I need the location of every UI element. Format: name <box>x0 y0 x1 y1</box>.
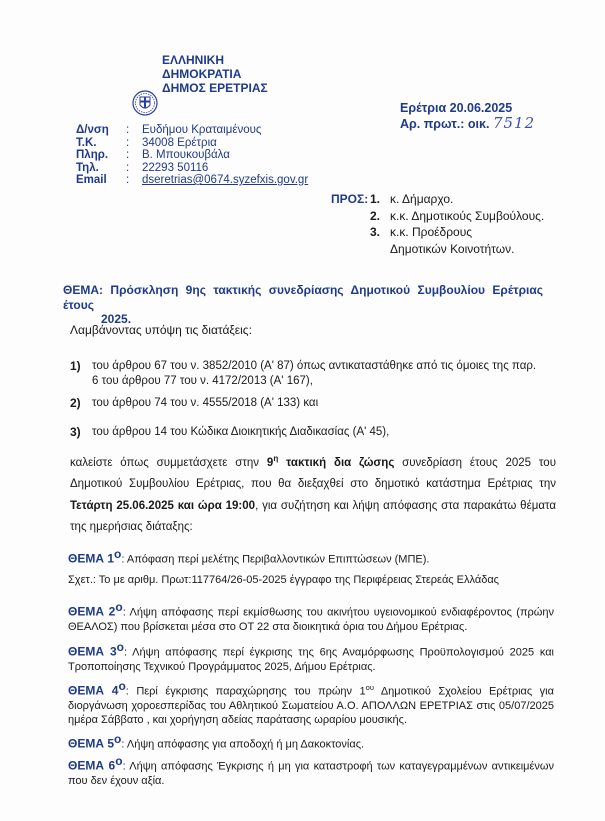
date-protocol-block <box>400 101 535 132</box>
contact-row: Πληρ. : Β. Μπουκουβάλα <box>76 149 230 161</box>
provision-item: 2) του άρθρου 74 του ν. 4555/2018 (Α' 133) και <box>70 396 319 410</box>
agenda-item-1: ΘΕΜΑ $1^o$: Απόφαση περί μελέτης Περιβαλλοντικών Επιπτώσεων (ΜΠΕ). <box>68 547 430 566</box>
recipients-list <box>370 191 560 257</box>
contact-row: Τηλ. : 22293 50116 <box>76 161 209 174</box>
meeting-datetime: Τετάρτη 25.06.2025 και ώρα 19:00 <box>70 499 256 512</box>
recipients-title: ΠΡΟΣ: <box>331 192 369 206</box>
email-link[interactable]: dseretrias@0674.syzefxis.gov.gr <box>142 174 309 186</box>
preamble: Λαμβάνοντας υπόψη τις διατάξεις: <box>70 323 252 337</box>
protocol-number: 7512 <box>492 114 536 132</box>
contact-details <box>76 124 308 187</box>
protocol-line <box>400 116 535 132</box>
provision-item: 3) του άρθρου 14 του Κώδικα Διοικητικής Διαδικασίας (Α' 45), <box>70 425 390 439</box>
protocol-label: Αρ. πρωτ.: οικ. <box>400 117 490 131</box>
agenda-item-6: ΘΕΜΑ $6^o$: Λήψη απόφασης Έγκρισης ή μη για καταστροφή των καταγεγραμμένων αντικειμένων που δεν έχουν αξία. <box>68 754 554 787</box>
invitation-paragraph: καλείστε όπως συμμετάσχετε στην $9^\eta$ τακτική δια ζώσης συνεδρίαση έτους 2025 του Δημοτικού Συμβουλίου Ερέτριας, που θα διεξαχθεί στο δημοτικό κατάστημα Ερέτριας την Τετάρτη 25.06.2025 και ώρα 19:00, για συζήτηση και λήψη απόφασης στα παρακάτω θέματα της ημερήσιας διάταξης: <box>70 454 557 534</box>
document-date: Ερέτρια 20.06.2025 <box>400 101 513 115</box>
org-line-3: ΔΗΜΟΣ ΕΡΕΤΡΙΑΣ <box>162 81 268 95</box>
subject-line <box>63 283 543 327</box>
greek-coat-of-arms-icon <box>132 90 158 116</box>
org-line-2: ΔΗΜΟΚΡΑΤΙΑ <box>162 67 242 81</box>
provision-item: 1) του άρθρου 67 του ν. 3852/2010 (Α' 87) όπως αντικαταστάθηκε από τις όμοιες της παρ. 6 του άρθρου 77 του ν. 4172/2013 (Α' 167), <box>70 359 537 387</box>
recipient-item: 3. κ.κ. Προέδρους Δημοτικών Κοινοτήτων. <box>370 225 515 256</box>
contact-row: Δ/νση : Ευδήμου Κραταιμένους <box>76 124 262 136</box>
agenda-item-4: ΘΕΜΑ $4^o$: Περί έγκρισης παραχώρησης του πρώην $1^{o\upsilon}$ Δημοτικού Σχολείου Ερέτριας για διοργάνωση χοροεσπερίδας του Αθλητικού Σωματείου Α.Ο. ΑΠΟΛΛΩΝ ΕΡΕΤΡΙΑΣ στις 05/07/2025 ημέρα Σάββατο , και χορήγηση αδείας παράτασης ωραρίου μουσικής. <box>68 679 554 726</box>
contact-row: Τ.Κ. : 34008 Ερέτρια <box>76 136 217 149</box>
subject-year: 2025. <box>101 312 132 326</box>
agenda-reference: Σχετ.: Το με αριθμ. Πρωτ:117764/26-05-2025 έγγραφο της Περιφέρειας Στερεάς Ελλάδας <box>68 574 499 586</box>
organization-name <box>162 53 268 95</box>
contact-row: Email : dseretrias@0674.syzefxis.gov.gr <box>76 174 309 186</box>
agenda-item-2: ΘΕΜΑ $2^o$: Λήψη απόφασης περί εκμίσθωσης του ακινήτου υγειονομικού ενδιαφέροντος (πρώην ΘΕΑΛΟΣ) που βρίσκεται μέσα στο ΟΤ 22 στα διοικητικά όρια του Δήμου Ερέτριας. <box>68 600 554 633</box>
agenda-item-5: ΘΕΜΑ $5^o$: Λήψη απόφασης για αποδοχή ή μη Δακοκτονίας. <box>68 732 365 751</box>
org-line-1: ΕΛΛΗΝΙΚΗ <box>162 53 225 67</box>
recipient-item: 1. κ. Δήμαρχο. <box>370 192 454 206</box>
agenda-item-3: ΘΕΜΑ $3^o$: Λήψη απόφασης περί έγκρισης της 6ης Αναμόρφωσης Προϋπολογισμού 2025 και Τροποποίησης Τεχνικού Προγράμματος 2025, Δήμου Ερέτριας. <box>68 640 554 673</box>
subject-text: ΘΕΜΑ: Πρόσκληση 9ης τακτικής συνεδρίασης Δημοτικού Συμβουλίου Ερέτριας έτους <box>63 283 543 312</box>
recipient-item: 2. κ.κ. Δημοτικούς Συμβούλους. <box>370 208 545 223</box>
